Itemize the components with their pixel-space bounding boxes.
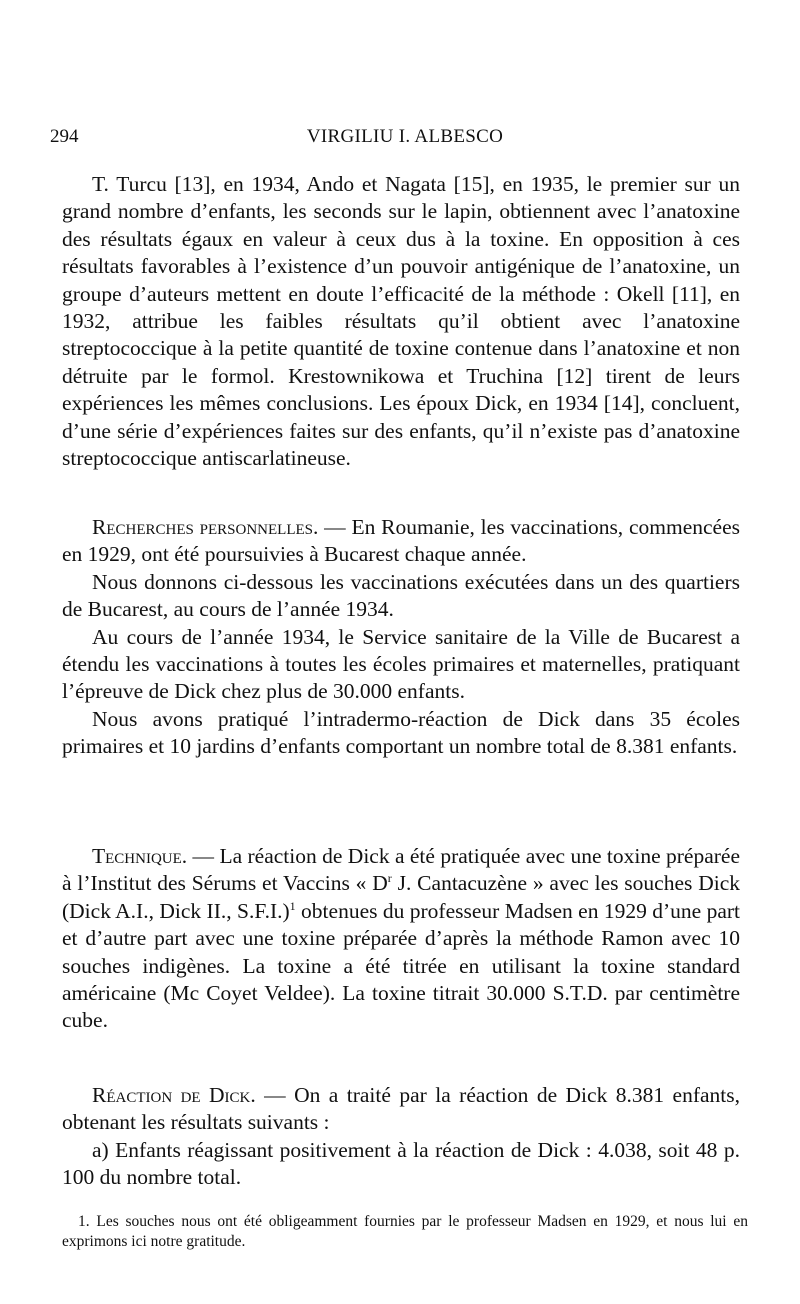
list-item-a bbox=[62, 1137, 740, 1192]
footnote-number: 1. bbox=[78, 1213, 90, 1230]
intro-section bbox=[62, 171, 740, 472]
running-title: VIRGILIU I. ALBESCO bbox=[306, 126, 504, 147]
item-a-label: a) bbox=[92, 1137, 109, 1162]
reaction-text: — On a traité par la réaction de Dick 8.381 enfants, obtenant les résultats suivants : bbox=[62, 1083, 740, 1135]
recherches-heading: Recherches personnelles. bbox=[92, 515, 319, 539]
technique-heading: Technique. bbox=[92, 844, 188, 868]
footnote-reference: 1 bbox=[289, 898, 296, 913]
paragraph-recherches bbox=[62, 514, 740, 569]
technique-text-a: — La réaction de Dick a été pratiquée avec une toxine préparée à l’Institut des Sérums et Vaccins « D bbox=[62, 844, 740, 896]
page-number: 294 bbox=[50, 126, 79, 147]
technique-text-b: J. Cantacuzène » avec les souches Dick (Dick A.I., Dick II., S.F.I.) bbox=[62, 871, 740, 923]
reaction-section bbox=[62, 1082, 740, 1192]
paragraph-reaction bbox=[62, 1082, 740, 1137]
recherches-text: — En Roumanie, les vaccinations, commencées en 1929, ont été poursuivies à Bucarest chaque année. bbox=[62, 515, 741, 567]
reaction-heading: Réaction de Dick. bbox=[92, 1083, 256, 1107]
technique-section bbox=[62, 843, 740, 1035]
paragraph-authors-review: T. Turcu [13], en 1934, Ando et Nagata [15], en 1935, le premier sur un grand nombre d’enfants, les seconds sur le lapin, obtiennent avec l’anatoxine des résultats égaux en valeur à ceux dus à la toxine. En opposition à ces résultats favorables à l’existence d’un pouvoir antigénique de l’anatoxine, un groupe d’auteurs mettent en doute l’efficacité de la méthode : Okell [11], en 1932, attribue les faibles résultats qu’il obtient avec l’anatoxine streptococcique à la petite quantité de toxine contenue dans l’anatoxine et non détruite par le formol. Krestownikowa et Truchina [12] tirent de leurs expériences les mêmes conclusions. Les époux Dick, en 1934 [14], concluent, d’une série d’expériences faites sur des enfants, qu’il n’existe pas d’anatoxine streptococcique antiscarlatineuse. bbox=[62, 172, 740, 471]
item-a-text: Enfants réagissant positivement à la réaction de Dick : 4.038, soit 48 p. 100 du nombre total. bbox=[62, 1137, 740, 1190]
doctor-superscript: r bbox=[387, 871, 392, 886]
technique-text-c: obtenues du professeur Madsen en 1929 d’une part et d’autre part avec une toxine préparée d’après la méthode Ramon avec 10 souches indigènes. La toxine a été titrée en utilisant la toxine standard américaine (Mc Coyet Veldee). La toxine titrait 30.000 S.T.D. par centimètre cube. bbox=[62, 898, 741, 1033]
footnote-text: Les souches nous ont été obligeamment fournies par le professeur Madsen en 1929, et nous lui en exprimons ici notre gratitude. bbox=[62, 1213, 748, 1250]
recherches-section bbox=[62, 514, 740, 761]
paragraph-service-sanitaire: Au cours de l’année 1934, le Service sanitaire de la Ville de Bucarest a étendu les vaccinations à toutes les écoles primaires et maternelles, pratiquant l’épreuve de Dick chez plus de 30.000 enfants. bbox=[62, 624, 740, 704]
paragraph-technique bbox=[62, 843, 740, 1035]
paragraph-quarters: Nous donnons ci-dessous les vaccinations exécutées dans un des quartiers de Bucarest, au cours de l’année 1934. bbox=[62, 569, 740, 622]
footnotes bbox=[62, 1212, 748, 1252]
footnote bbox=[62, 1212, 748, 1252]
running-head bbox=[50, 124, 760, 150]
paragraph-intradermo: Nous avons pratiqué l’intradermo-réaction de Dick dans 35 écoles primaires et 10 jardins d’enfants comportant un nombre total de 8.381 enfants. bbox=[62, 706, 740, 759]
